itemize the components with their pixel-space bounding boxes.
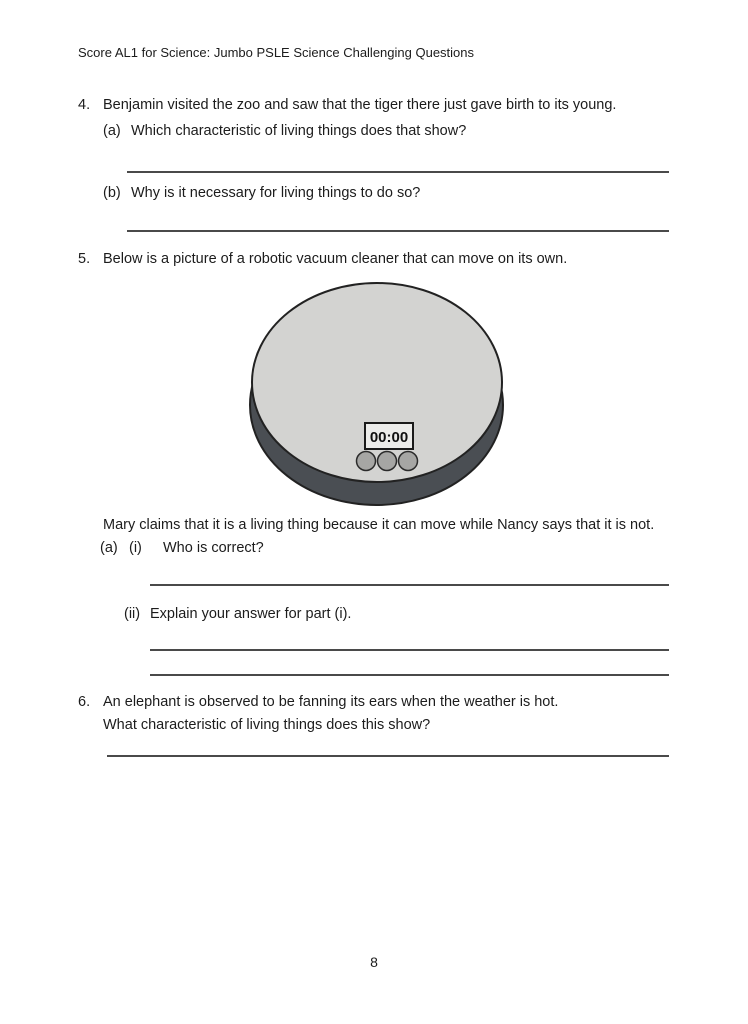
q4-number: 4. — [78, 97, 91, 113]
q5-number: 5. — [78, 251, 91, 267]
robot-button-2 — [378, 452, 397, 471]
q5-text: Below is a picture of a robotic vacuum cleaner that can move on its own. — [103, 251, 568, 267]
q5-statement: Mary claims that it is a living thing because it can move while Nancy says that it is not. — [103, 517, 655, 533]
robot-top-ellipse — [252, 283, 502, 482]
answer-line — [107, 755, 669, 757]
q4-part-b-text: Why is it necessary for living things to do so? — [131, 185, 421, 201]
page-number: 8 — [370, 954, 378, 970]
q4-text: Benjamin visited the zoo and saw that the tiger there just gave birth to its young. — [103, 97, 617, 113]
q5-part-a-label: (a) — [100, 540, 118, 556]
answer-line — [127, 171, 669, 173]
q4-part-a-text: Which characteristic of living things does that show? — [131, 123, 467, 139]
q6-text-line1: An elephant is observed to be fanning its ears when the weather is hot. — [103, 694, 559, 710]
answer-line — [150, 649, 669, 651]
robot-vacuum-illustration — [245, 278, 509, 510]
q6-number: 6. — [78, 694, 91, 710]
answer-line — [150, 584, 669, 586]
robot-button-3 — [399, 452, 418, 471]
answer-line — [127, 230, 669, 232]
robot-button-1 — [357, 452, 376, 471]
q5-part-ii-label: (ii) — [124, 606, 141, 622]
robot-display-text: 00:00 — [369, 429, 409, 446]
q6-text-line2: What characteristic of living things does this show? — [103, 717, 431, 733]
q4-part-b-label: (b) — [103, 185, 121, 201]
q5-part-i-text: Who is correct? — [163, 540, 264, 556]
q5-part-ii-text: Explain your answer for part (i). — [150, 606, 352, 622]
answer-line — [150, 674, 669, 676]
q5-part-i-label: (i) — [129, 540, 142, 556]
q4-part-a-label: (a) — [103, 123, 121, 139]
page-header: Score AL1 for Science: Jumbo PSLE Science Challenging Questions — [78, 45, 475, 60]
